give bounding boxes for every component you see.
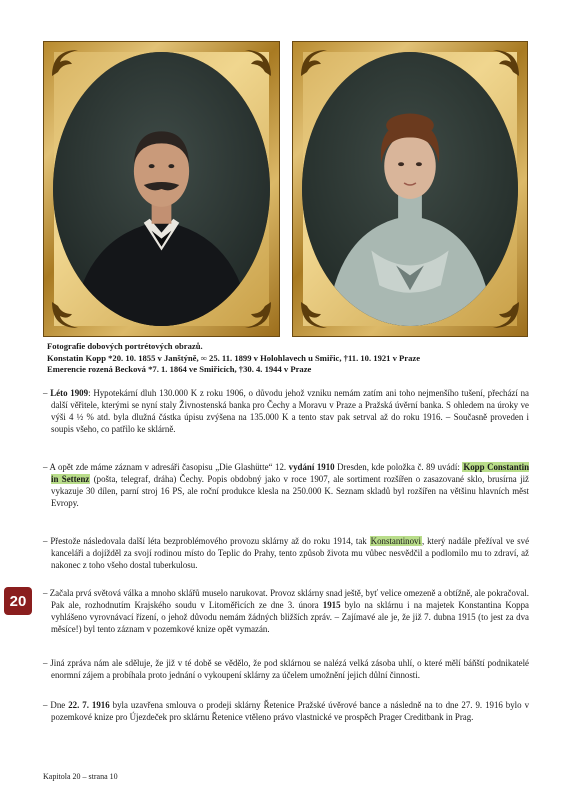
portrait-frame-man bbox=[43, 41, 280, 337]
frame-ornament-icon bbox=[491, 48, 521, 78]
frame-ornament-icon bbox=[299, 48, 329, 78]
frame-ornament-icon bbox=[243, 300, 273, 330]
frame-ornament-icon bbox=[50, 300, 80, 330]
photo-caption bbox=[47, 341, 527, 376]
entry-1910: – A opět zde máme záznam v adresáři časopisu „Die Glashütte“ 12. vydání 1910 Dresden, kde položka č. 89 uvádí: Kopp Constantin in Settenz (pošta, telegraf, dráha) Čechy. Popis obdobný jako v roce 1907, ale sortiment rozšířen o zasazované sklo, brusírna již vykazuje 30 dílen, parní stroj 16 PS, ale roční produkce klesla na 250.000 K. Seznam skladů byl rozšířen na většinu hlavních měst Evropy. bbox=[43, 462, 530, 508]
caption-woman: Emerencie rozená Becková *7. 1. 1864 ve Smiřicích, †30. 4. 1944 v Praze bbox=[47, 364, 312, 375]
entry-1909: – Léto 1909: Hypotekární dluh 130.000 K z roku 1906, o důvodu jehož vzniku nemám zatím ani toho nejmenšího tušení, přechází na další věřitele, kterými se nyní staly Živnostenská banka pro Čechy a Moravu v Praze a Pražská úvěrní banka. S ohledem na úroky ve výši 4 ½ % atd. byla dlužná částka úpisu zvýšena na 135.000 K a tento stav pak setrval až do roku 1916. – Současně proveden i soupis všeho, co patřilo ke sklárně. bbox=[43, 388, 529, 434]
frame-ornament-icon bbox=[50, 48, 80, 78]
frame-ornament-icon bbox=[491, 300, 521, 330]
highlighted-name: Kopp Constantin in Settenz bbox=[51, 462, 530, 484]
frame-ornament-icon bbox=[243, 48, 273, 78]
man-portrait-image bbox=[53, 52, 270, 326]
entry-1916: – Dne 22. 7. 1916 byla uzavřena smlouva o prodeji sklárny Řetenice Pražské úvěrové bance a následně na to dne 27. 9. 1916 bylo v pozemkové knize pro Újezdeček pro sklárnu Řetenice vtěleno právo vlastnické ve prospěch Prager Creditbank in Prag. bbox=[43, 700, 530, 722]
caption-title: Fotografie dobových portrétových obrazů. bbox=[47, 341, 203, 351]
page-footer: Kapitola 20 – strana 10 bbox=[43, 772, 118, 781]
highlighted-name: Konstantinovi bbox=[370, 536, 421, 546]
entry-1914: – Přestože následovala další léta bezproblémového provozu sklárny až do roku 1914, tak Konstantinovi, který nadále přežíval ve své kanceláři a dojížděl za svojí rodinou místo do Teplic do Prahy, tento způsob života mu vůbec nesvědčil a podlomilo mu to zdraví, až nakonec z toho všeho dostal tuberkulosu. bbox=[43, 536, 530, 570]
entry-coal: – Jiná zpráva nám ale sděluje, že již v té době se vědělo, že pod sklárnou se nalézá velká zásoba uhlí, o které mělí báňští podnikatelé enormní zájem a probíhala proto jednání o vykoupení sklárny za účelem umožnění jejich důlní činnosti. bbox=[43, 658, 530, 680]
woman-portrait-image bbox=[302, 52, 518, 326]
frame-ornament-icon bbox=[299, 300, 329, 330]
entry-1915: – Začala prvá světová válka a mnoho sklářů muselo narukovat. Provoz sklárny snad ještě, byť velice omezeně a obtížně, ale pokračoval. Pak ale, rozhodnutím Krajského soudu v Litoměřicích ze dne 3. února 1915 bylo na sklárnu i na majetek Konstantina Koppa vyhlášeno vyrovnávací řízení, o jehož důvodu nemám žádných bližších zpráv. – Zajímavé ale je, že již 7. dubna 1915 (to jest za dva měsíce!) byl tento záznam v pozemkové knize opět vymazán. bbox=[43, 588, 529, 634]
portrait-frame-woman bbox=[292, 41, 528, 337]
page-number-badge: 20 bbox=[4, 587, 32, 615]
caption-man: Konstatin Kopp *20. 10. 1855 v Janštýně, ∞ 25. 11. 1899 v Holohlavech u Smiřic, †11. 10. 1921 v Praze bbox=[47, 352, 421, 363]
